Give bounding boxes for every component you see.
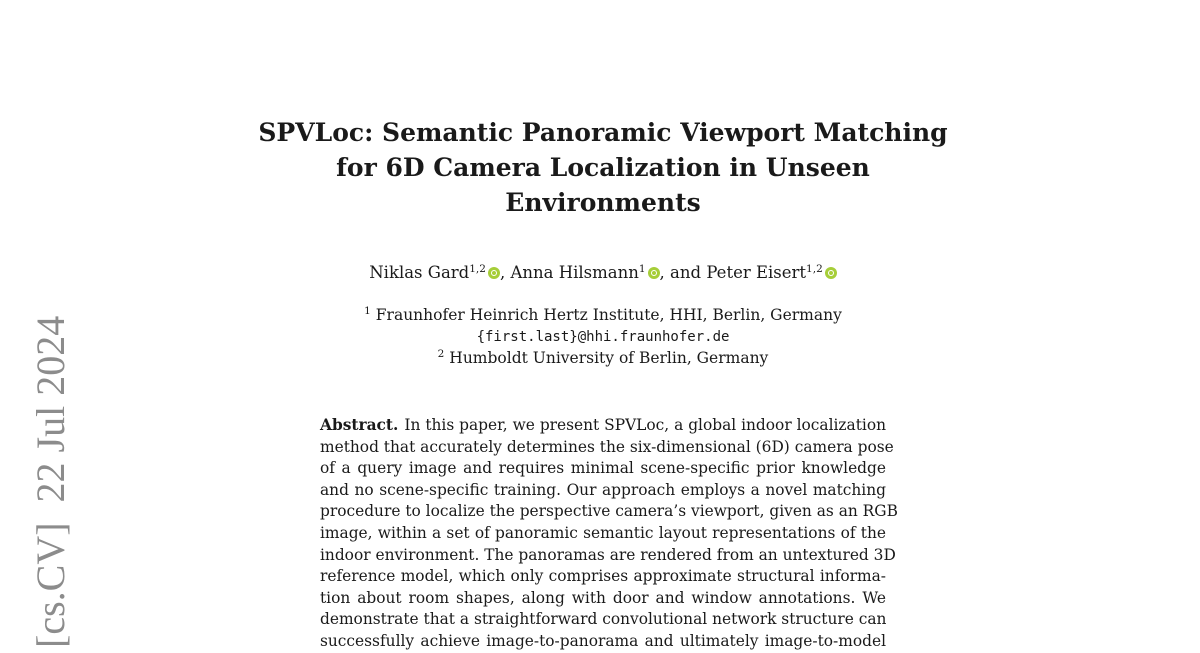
abstract-line: successfully achieve image-to-panorama and ultimately image-to-model (320, 631, 886, 650)
affiliation-2 (0, 348, 1200, 370)
abstract-text: In this paper, we present SPVLoc, a global indoor localization (404, 416, 886, 434)
author-list (0, 262, 1200, 284)
affiliation-1 (0, 305, 1200, 327)
title-line: Environments (505, 188, 701, 217)
orcid-icon[interactable] (825, 267, 837, 279)
author-affiliation-mark: 1,2 (469, 263, 486, 275)
paper-title (0, 115, 1200, 220)
title-line: for 6D Camera Localization in Unseen (336, 153, 870, 182)
affiliation-text: Fraunhofer Heinrich Hertz Institute, HHI, Berlin, Germany (375, 306, 842, 324)
abstract-line: demonstrate that a straightforward convolutional network structure can (320, 610, 887, 629)
abstract-line: tion about room shapes, along with door and window annotations. We (320, 588, 886, 607)
abstract-line: procedure to localize the perspective camera’s viewport, given as an RGB (320, 502, 898, 521)
abstract-line: reference model, which only comprises approximate structural informa- (320, 567, 886, 586)
abstract-line: and no scene-specific training. Our approach employs a novel matching (320, 480, 886, 499)
orcid-icon[interactable] (488, 267, 500, 279)
author-name: Anna Hilsmann (510, 263, 639, 282)
title-line: SPVLoc: Semantic Panoramic Viewport Matching (258, 118, 948, 147)
affiliation-text: Humboldt University of Berlin, Germany (449, 349, 769, 367)
abstract-line: indoor environment. The panoramas are rendered from an untextured 3D (320, 545, 896, 564)
arxiv-category: [cs.CV] (28, 522, 73, 648)
affiliations (0, 305, 1200, 370)
author-name: Niklas Gard (369, 263, 470, 282)
abstract (320, 415, 898, 653)
author-separator: , and (659, 263, 707, 282)
abstract-line: image, within a set of panoramic semantic layout representations of the (320, 523, 886, 542)
abstract-line: of a query image and requires minimal scene-specific prior knowledge (320, 459, 886, 478)
orcid-icon[interactable] (648, 267, 660, 279)
abstract-line (320, 415, 886, 437)
affiliation-number: 2 (437, 348, 445, 360)
author-affiliation-mark: 1 (638, 263, 646, 275)
abstract-line: method that accurately determines the six-dimensional (6D) camera pose (320, 437, 894, 456)
abstract-label: Abstract. (320, 416, 399, 434)
email-address[interactable]: {first.last}@hhi.fraunhofer.de (476, 328, 730, 345)
affiliation-number: 1 (364, 305, 371, 317)
author-affiliation-mark: 1,2 (806, 263, 823, 275)
author-separator: , (499, 263, 511, 282)
author-name: Peter Eisert (706, 263, 807, 282)
arxiv-date: 22 Jul 2024 (28, 315, 73, 503)
